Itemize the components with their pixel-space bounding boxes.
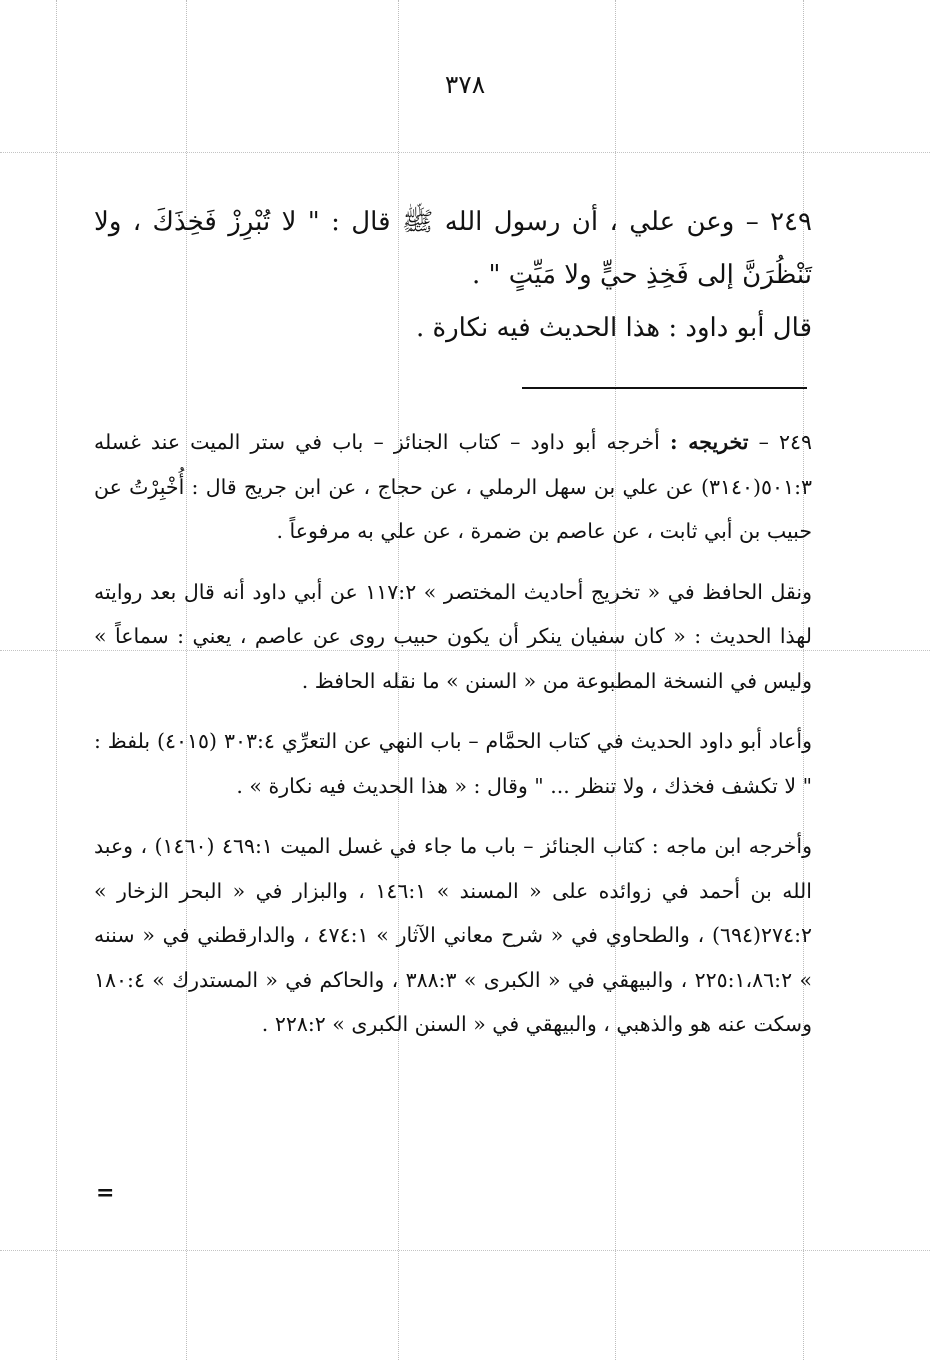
scan-guide-line bbox=[56, 0, 57, 1360]
footnote-paragraph: وأخرجه ابن ماجه : كتاب الجنائز – باب ما جاء في غسل الميت ٤٦٩:١ (١٤٦٠) ، وعبد الله بن أحمد في زوائده على « المسند » ١٤٦:١ ، والبزار في « البحر الزخار » ٢٧٤:٢(٦٩٤) ، والطحاوي في « شرح معاني الآثار » ٤٧٤:١ ، والدارقطني في « سننه » ٢٢٥:١،٨٦:٢ ، والبيهقي في « الكبرى » ٣٨٨:٣ ، والحاكم في « المستدرك » ١٨٠:٤ وسكت عنه هو والذهبي ، والبيهقي في « السنن الكبرى » ٢٢٨:٢ . bbox=[94, 834, 813, 1036]
page-number: ٣٧٨ bbox=[444, 70, 486, 99]
hadith-comment: قال أبو داود : هذا الحديث فيه نكارة . bbox=[415, 313, 812, 343]
footnote-paragraph: ونقل الحافظ في « تخريج أحاديث المختصر » ١١٧:٢ عن أبي داود أنه قال بعد روايته لهذا الحديث : « كان سفيان ينكر أن يكون حبيب روى عن عاصم ، يعني : سماعاً » وليس في النسخة المطبوعة من « السنن » ما نقله الحافظ . bbox=[94, 579, 812, 693]
hadith-block bbox=[94, 196, 812, 355]
hadith-text: ٢٤٩ – وعن علي ، أن رسول الله ﷺ قال : " لا تُبْرِزْ فَخِذَكَ ، ولا تَنْظُرَنَّ إلى فَخِذِ حيٍّ ولا مَيِّتٍ " . bbox=[94, 207, 812, 290]
footnote-paragraph: وأعاد أبو داود الحديث في كتاب الحمَّام – باب النهي عن التعرِّي ٣٠٣:٤ (٤٠١٥) بلفظ : " لا تكشف فخذك ، ولا تنظر ... " وقال : « هذا الحديث فيه نكارة » . bbox=[94, 729, 813, 798]
takhrij-text: أخرجه أبو داود – كتاب الجنائز – باب في ستر الميت عند غسله ٥٠١:٣(٣١٤٠) عن علي بن سهل الرملي ، عن حجاج ، عن ابن جريج قال : أُخْبِرْتُ عن حبيب بن أبي ثابت ، عن عاصم بن ضمرة ، عن علي به مرفوعاً . bbox=[94, 430, 812, 543]
footnote-paragraph bbox=[94, 420, 812, 554]
takhrij-number: ٢٤٩ – bbox=[758, 430, 812, 454]
scan-guide-line bbox=[0, 152, 930, 153]
footnote-separator bbox=[522, 387, 807, 389]
footnotes-block bbox=[94, 420, 812, 1047]
continuation-mark: = bbox=[96, 1180, 115, 1206]
scan-guide-line bbox=[0, 1250, 930, 1251]
takhrij-label: تخريجه : bbox=[670, 430, 749, 454]
